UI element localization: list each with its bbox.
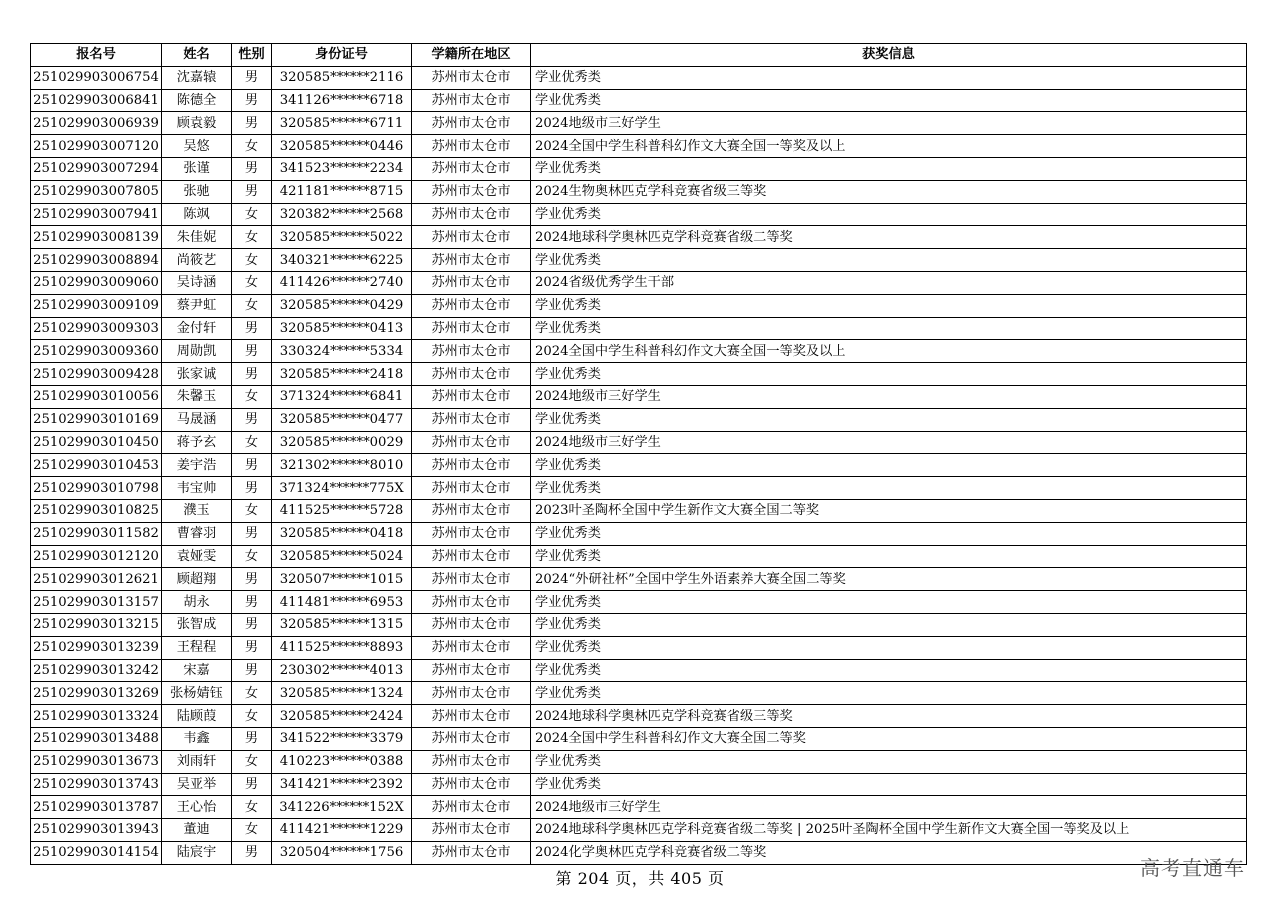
table-row <box>31 89 1247 112</box>
reg-no-cell: 251029903012621 <box>31 568 162 591</box>
name-cell: 陆顾葭 <box>162 705 232 728</box>
name-cell: 顾超翔 <box>162 568 232 591</box>
award-cell: 学业优秀类 <box>531 294 1247 317</box>
table-row <box>31 705 1247 728</box>
name-cell: 吴诗涵 <box>162 271 232 294</box>
watermark-text: 高考直通车 <box>1140 856 1245 880</box>
award-cell: 学业优秀类 <box>531 203 1247 226</box>
award-cell: 2024地级市三好学生 <box>531 385 1247 408</box>
reg-no-cell: 251029903007294 <box>31 157 162 180</box>
table-header-row <box>31 44 1247 67</box>
gender-cell: 女 <box>232 705 272 728</box>
reg-no-cell: 251029903013269 <box>31 682 162 705</box>
id-no-cell: 411421******1229 <box>272 819 412 842</box>
gender-cell: 男 <box>232 841 272 864</box>
region-cell: 苏州市太仓市 <box>412 522 531 545</box>
award-cell: 学业优秀类 <box>531 454 1247 477</box>
gender-cell: 男 <box>232 340 272 363</box>
region-cell: 苏州市太仓市 <box>412 157 531 180</box>
id-no-cell: 341522******3379 <box>272 727 412 750</box>
id-no-cell: 411525******5728 <box>272 499 412 522</box>
id-no-cell: 371324******775X <box>272 477 412 500</box>
gender-cell: 男 <box>232 613 272 636</box>
gender-cell: 男 <box>232 568 272 591</box>
table-row <box>31 340 1247 363</box>
name-cell: 尚筱艺 <box>162 249 232 272</box>
reg-no-cell: 251029903013488 <box>31 727 162 750</box>
name-cell: 董迪 <box>162 819 232 842</box>
name-cell: 沈嘉辕 <box>162 66 232 89</box>
id-no-cell: 411481******6953 <box>272 591 412 614</box>
reg-no-cell: 251029903009360 <box>31 340 162 363</box>
id-no-cell: 341421******2392 <box>272 773 412 796</box>
reg-no-cell: 251029903012120 <box>31 545 162 568</box>
reg-no-cell: 251029903008894 <box>31 249 162 272</box>
gender-cell: 男 <box>232 180 272 203</box>
region-cell: 苏州市太仓市 <box>412 682 531 705</box>
name-cell: 蔡尹虹 <box>162 294 232 317</box>
region-cell: 苏州市太仓市 <box>412 89 531 112</box>
id-no-cell: 320585******6711 <box>272 112 412 135</box>
name-cell: 韦鑫 <box>162 727 232 750</box>
name-cell: 宋嘉 <box>162 659 232 682</box>
name-cell: 刘雨轩 <box>162 750 232 773</box>
reg-no-cell: 251029903013673 <box>31 750 162 773</box>
award-cell: 2024化学奥林匹克学科竞赛省级二等奖 <box>531 841 1247 864</box>
region-cell: 苏州市太仓市 <box>412 636 531 659</box>
header-awards: 获奖信息 <box>531 44 1247 67</box>
gender-cell: 女 <box>232 796 272 819</box>
gender-cell: 男 <box>232 66 272 89</box>
reg-no-cell: 251029903013743 <box>31 773 162 796</box>
gender-cell: 男 <box>232 89 272 112</box>
table-row <box>31 591 1247 614</box>
award-cell: 学业优秀类 <box>531 317 1247 340</box>
table-row <box>31 796 1247 819</box>
name-cell: 朱馨玉 <box>162 385 232 408</box>
table-row <box>31 659 1247 682</box>
table-row <box>31 294 1247 317</box>
reg-no-cell: 251029903013239 <box>31 636 162 659</box>
award-cell: 2024地球科学奥林匹克学科竞赛省级三等奖 <box>531 705 1247 728</box>
table-row <box>31 750 1247 773</box>
gender-cell: 男 <box>232 636 272 659</box>
table-row <box>31 203 1247 226</box>
name-cell: 胡永 <box>162 591 232 614</box>
name-cell: 陆宸宇 <box>162 841 232 864</box>
table-row <box>31 317 1247 340</box>
region-cell: 苏州市太仓市 <box>412 659 531 682</box>
region-cell: 苏州市太仓市 <box>412 431 531 454</box>
award-cell: 学业优秀类 <box>531 157 1247 180</box>
award-cell: 2024地级市三好学生 <box>531 796 1247 819</box>
gender-cell: 男 <box>232 477 272 500</box>
id-no-cell: 320504******1756 <box>272 841 412 864</box>
id-no-cell: 320585******5024 <box>272 545 412 568</box>
region-cell: 苏州市太仓市 <box>412 294 531 317</box>
gender-cell: 女 <box>232 682 272 705</box>
table-row <box>31 499 1247 522</box>
id-no-cell: 320585******0446 <box>272 135 412 158</box>
table-row <box>31 431 1247 454</box>
reg-no-cell: 251029903013157 <box>31 591 162 614</box>
id-no-cell: 320585******2418 <box>272 363 412 386</box>
id-no-cell: 320585******1324 <box>272 682 412 705</box>
name-cell: 王心怡 <box>162 796 232 819</box>
region-cell: 苏州市太仓市 <box>412 568 531 591</box>
gender-cell: 男 <box>232 591 272 614</box>
name-cell: 曹睿羽 <box>162 522 232 545</box>
id-no-cell: 320585******0477 <box>272 408 412 431</box>
gender-cell: 女 <box>232 271 272 294</box>
award-cell: 学业优秀类 <box>531 545 1247 568</box>
name-cell: 金付轩 <box>162 317 232 340</box>
gender-cell: 男 <box>232 317 272 340</box>
award-cell: 学业优秀类 <box>531 613 1247 636</box>
reg-no-cell: 251029903009428 <box>31 363 162 386</box>
gender-cell: 女 <box>232 249 272 272</box>
gender-cell: 男 <box>232 773 272 796</box>
id-no-cell: 320585******0418 <box>272 522 412 545</box>
id-no-cell: 320585******0429 <box>272 294 412 317</box>
table-row <box>31 545 1247 568</box>
award-cell: 学业优秀类 <box>531 773 1247 796</box>
reg-no-cell: 251029903013787 <box>31 796 162 819</box>
id-no-cell: 320585******2424 <box>272 705 412 728</box>
reg-no-cell: 251029903007941 <box>31 203 162 226</box>
id-no-cell: 320585******1315 <box>272 613 412 636</box>
header-gender: 性别 <box>232 44 272 67</box>
table-row <box>31 522 1247 545</box>
region-cell: 苏州市太仓市 <box>412 613 531 636</box>
region-cell: 苏州市太仓市 <box>412 66 531 89</box>
table-body <box>31 66 1247 864</box>
award-cell: 学业优秀类 <box>531 66 1247 89</box>
name-cell: 张驰 <box>162 180 232 203</box>
region-cell: 苏州市太仓市 <box>412 226 531 249</box>
gender-cell: 男 <box>232 727 272 750</box>
table-row <box>31 454 1247 477</box>
id-no-cell: 320507******1015 <box>272 568 412 591</box>
award-cell: 2024生物奥林匹克学科竞赛省级三等奖 <box>531 180 1247 203</box>
award-cell: 学业优秀类 <box>531 477 1247 500</box>
id-no-cell: 321302******8010 <box>272 454 412 477</box>
gender-cell: 男 <box>232 659 272 682</box>
reg-no-cell: 251029903010453 <box>31 454 162 477</box>
gender-cell: 女 <box>232 431 272 454</box>
name-cell: 韦宝帅 <box>162 477 232 500</box>
region-cell: 苏州市太仓市 <box>412 363 531 386</box>
region-cell: 苏州市太仓市 <box>412 317 531 340</box>
table-row <box>31 568 1247 591</box>
name-cell: 周勋凯 <box>162 340 232 363</box>
id-no-cell: 410223******0388 <box>272 750 412 773</box>
gender-cell: 女 <box>232 545 272 568</box>
reg-no-cell: 251029903013242 <box>31 659 162 682</box>
gender-cell: 女 <box>232 499 272 522</box>
award-cell: 2024地球科学奥林匹克学科竞赛省级二等奖 <box>531 226 1247 249</box>
table-row <box>31 363 1247 386</box>
id-no-cell: 320382******2568 <box>272 203 412 226</box>
award-cell: 学业优秀类 <box>531 363 1247 386</box>
region-cell: 苏州市太仓市 <box>412 819 531 842</box>
region-cell: 苏州市太仓市 <box>412 454 531 477</box>
id-no-cell: 341523******2234 <box>272 157 412 180</box>
id-no-cell: 411525******8893 <box>272 636 412 659</box>
award-cell: 2024“外研社杯”全国中学生外语素养大赛全国二等奖 <box>531 568 1247 591</box>
award-cell: 2024地级市三好学生 <box>531 112 1247 135</box>
region-cell: 苏州市太仓市 <box>412 591 531 614</box>
header-reg-no: 报名号 <box>31 44 162 67</box>
region-cell: 苏州市太仓市 <box>412 271 531 294</box>
reg-no-cell: 251029903007120 <box>31 135 162 158</box>
name-cell: 张谨 <box>162 157 232 180</box>
reg-no-cell: 251029903010825 <box>31 499 162 522</box>
table-row <box>31 157 1247 180</box>
id-no-cell: 371324******6841 <box>272 385 412 408</box>
table-row <box>31 636 1247 659</box>
name-cell: 陈飒 <box>162 203 232 226</box>
table-row <box>31 180 1247 203</box>
reg-no-cell: 251029903014154 <box>31 841 162 864</box>
reg-no-cell: 251029903010169 <box>31 408 162 431</box>
table-row <box>31 112 1247 135</box>
gender-cell: 女 <box>232 135 272 158</box>
award-cell: 学业优秀类 <box>531 522 1247 545</box>
header-region: 学籍所在地区 <box>412 44 531 67</box>
name-cell: 蒋予玄 <box>162 431 232 454</box>
name-cell: 王程程 <box>162 636 232 659</box>
award-cell: 2024全国中学生科普科幻作文大赛全国一等奖及以上 <box>531 340 1247 363</box>
reg-no-cell: 251029903013943 <box>31 819 162 842</box>
award-cell: 2024地级市三好学生 <box>531 431 1247 454</box>
gender-cell: 男 <box>232 112 272 135</box>
region-cell: 苏州市太仓市 <box>412 180 531 203</box>
region-cell: 苏州市太仓市 <box>412 135 531 158</box>
table-row <box>31 135 1247 158</box>
table-row <box>31 773 1247 796</box>
region-cell: 苏州市太仓市 <box>412 249 531 272</box>
header-name: 姓名 <box>162 44 232 67</box>
gender-cell: 女 <box>232 203 272 226</box>
table-row <box>31 477 1247 500</box>
region-cell: 苏州市太仓市 <box>412 545 531 568</box>
reg-no-cell: 251029903013324 <box>31 705 162 728</box>
gender-cell: 女 <box>232 226 272 249</box>
gender-cell: 女 <box>232 750 272 773</box>
name-cell: 吴亚举 <box>162 773 232 796</box>
table-row <box>31 271 1247 294</box>
award-cell: 学业优秀类 <box>531 659 1247 682</box>
region-cell: 苏州市太仓市 <box>412 750 531 773</box>
name-cell: 陈德全 <box>162 89 232 112</box>
region-cell: 苏州市太仓市 <box>412 112 531 135</box>
region-cell: 苏州市太仓市 <box>412 385 531 408</box>
region-cell: 苏州市太仓市 <box>412 408 531 431</box>
award-cell: 学业优秀类 <box>531 249 1247 272</box>
reg-no-cell: 251029903010798 <box>31 477 162 500</box>
name-cell: 马晟涵 <box>162 408 232 431</box>
reg-no-cell: 251029903010056 <box>31 385 162 408</box>
id-no-cell: 340321******6225 <box>272 249 412 272</box>
award-cell: 2024全国中学生科普科幻作文大赛全国一等奖及以上 <box>531 135 1247 158</box>
reg-no-cell: 251029903006754 <box>31 66 162 89</box>
award-cell: 2024全国中学生科普科幻作文大赛全国二等奖 <box>531 727 1247 750</box>
gender-cell: 男 <box>232 363 272 386</box>
gender-cell: 女 <box>232 294 272 317</box>
award-cell: 学业优秀类 <box>531 636 1247 659</box>
table-row <box>31 249 1247 272</box>
table-row <box>31 226 1247 249</box>
award-cell: 2024地球科学奥林匹克学科竞赛省级二等奖 | 2025叶圣陶杯全国中学生新作文大赛全国一等奖及以上 <box>531 819 1247 842</box>
gender-cell: 女 <box>232 385 272 408</box>
reg-no-cell: 251029903006841 <box>31 89 162 112</box>
award-cell: 2024省级优秀学生干部 <box>531 271 1247 294</box>
reg-no-cell: 251029903011582 <box>31 522 162 545</box>
table-row <box>31 613 1247 636</box>
table-row <box>31 66 1247 89</box>
table-row <box>31 841 1247 864</box>
reg-no-cell: 251029903009303 <box>31 317 162 340</box>
table-row <box>31 727 1247 750</box>
region-cell: 苏州市太仓市 <box>412 340 531 363</box>
reg-no-cell: 251029903008139 <box>31 226 162 249</box>
region-cell: 苏州市太仓市 <box>412 727 531 750</box>
region-cell: 苏州市太仓市 <box>412 477 531 500</box>
reg-no-cell: 251029903006939 <box>31 112 162 135</box>
award-cell: 2023叶圣陶杯全国中学生新作文大赛全国二等奖 <box>531 499 1247 522</box>
gender-cell: 女 <box>232 819 272 842</box>
reg-no-cell: 251029903010450 <box>31 431 162 454</box>
id-no-cell: 320585******5022 <box>272 226 412 249</box>
id-no-cell: 320585******0029 <box>272 431 412 454</box>
name-cell: 张杨婧钰 <box>162 682 232 705</box>
award-cell: 学业优秀类 <box>531 89 1247 112</box>
id-no-cell: 421181******8715 <box>272 180 412 203</box>
reg-no-cell: 251029903009109 <box>31 294 162 317</box>
gender-cell: 男 <box>232 157 272 180</box>
name-cell: 袁娅雯 <box>162 545 232 568</box>
table-row <box>31 385 1247 408</box>
region-cell: 苏州市太仓市 <box>412 773 531 796</box>
id-no-cell: 330324******5334 <box>272 340 412 363</box>
name-cell: 张家诚 <box>162 363 232 386</box>
id-no-cell: 320585******2116 <box>272 66 412 89</box>
table-row <box>31 819 1247 842</box>
region-cell: 苏州市太仓市 <box>412 841 531 864</box>
gender-cell: 男 <box>232 454 272 477</box>
awards-table <box>30 43 1247 865</box>
name-cell: 姜宇浩 <box>162 454 232 477</box>
name-cell: 张智成 <box>162 613 232 636</box>
id-no-cell: 341226******152X <box>272 796 412 819</box>
id-no-cell: 230302******4013 <box>272 659 412 682</box>
id-no-cell: 411426******2740 <box>272 271 412 294</box>
header-id-no: 身份证号 <box>272 44 412 67</box>
name-cell: 濮玉 <box>162 499 232 522</box>
table-row <box>31 682 1247 705</box>
award-cell: 学业优秀类 <box>531 750 1247 773</box>
gender-cell: 男 <box>232 522 272 545</box>
table-row <box>31 408 1247 431</box>
award-cell: 学业优秀类 <box>531 591 1247 614</box>
id-no-cell: 320585******0413 <box>272 317 412 340</box>
gender-cell: 男 <box>232 408 272 431</box>
id-no-cell: 341126******6718 <box>272 89 412 112</box>
award-cell: 学业优秀类 <box>531 408 1247 431</box>
reg-no-cell: 251029903007805 <box>31 180 162 203</box>
page-number: 第 204 页，共 405 页 <box>555 869 725 888</box>
region-cell: 苏州市太仓市 <box>412 203 531 226</box>
name-cell: 朱佳妮 <box>162 226 232 249</box>
region-cell: 苏州市太仓市 <box>412 705 531 728</box>
region-cell: 苏州市太仓市 <box>412 499 531 522</box>
region-cell: 苏州市太仓市 <box>412 796 531 819</box>
name-cell: 吴悠 <box>162 135 232 158</box>
reg-no-cell: 251029903009060 <box>31 271 162 294</box>
reg-no-cell: 251029903013215 <box>31 613 162 636</box>
name-cell: 顾袁毅 <box>162 112 232 135</box>
award-cell: 学业优秀类 <box>531 682 1247 705</box>
